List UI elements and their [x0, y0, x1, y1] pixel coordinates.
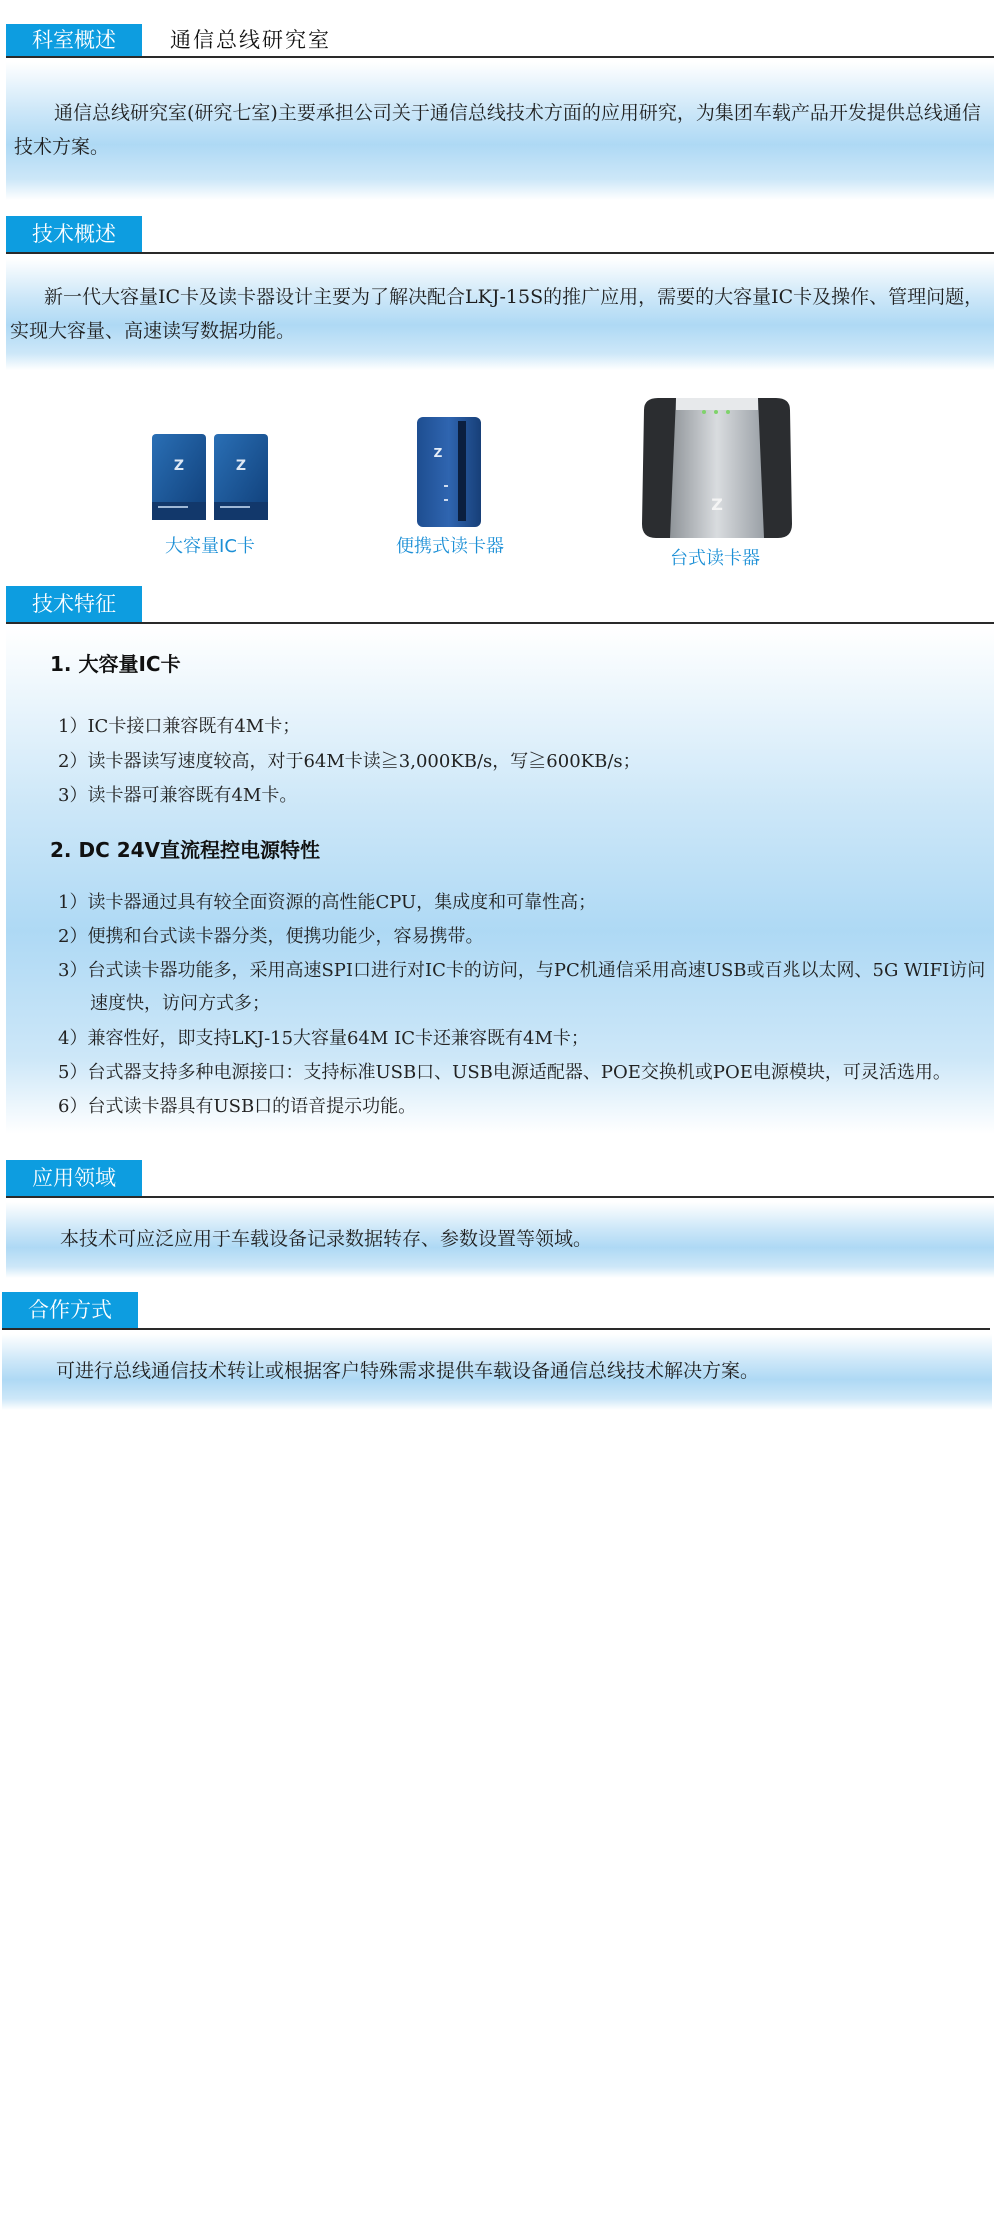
- feature-item: 2）读卡器读写速度较高，对于64M卡读≧3,000KB/s，写≧600KB/s；: [58, 751, 641, 772]
- feature-item: 6）台式读卡器具有USB口的语音提示功能。: [58, 1096, 417, 1117]
- overview-text: 新一代大容量IC卡及读卡器设计主要为了解决配合LKJ-15S的推广应用，需要的大容量IC卡及操作、管理问题，实现大容量、高速读写数据功能。: [10, 286, 984, 342]
- portable-reader-image: [414, 415, 484, 529]
- feature-item: 4）兼容性好，即支持LKJ-15大容量64M IC卡还兼容既有4M卡；: [58, 1028, 589, 1049]
- svg-text:Z: Z: [711, 495, 723, 514]
- lab-title: 通信总线研究室: [170, 28, 331, 52]
- ic-card-image: [150, 432, 270, 522]
- product-caption-portable-reader: 便携式读卡器: [396, 536, 504, 557]
- section-tab-features: 技术特征: [6, 586, 142, 622]
- section-tab-lab: 科室概述: [6, 24, 142, 56]
- section-rule-cooperation: [2, 1328, 990, 1330]
- feature-item: 1）读卡器通过具有较全面资源的高性能CPU，集成度和可靠性高；: [58, 892, 597, 913]
- ic-card-graphic: [150, 432, 270, 522]
- section-tab-application: 应用领域: [6, 1160, 142, 1196]
- feature-item: 3）台式读卡器功能多，采用高速SPI口进行对IC卡的访问，与PC机通信采用高速USB或百兆以太网、5G WIFI访问速度快，访问方式多；: [58, 960, 986, 1014]
- lab-description: 通信总线研究室(研究七室)主要承担公司关于通信总线技术方面的应用研究，为集团车载产品开发提供总线通信技术方案。: [14, 102, 981, 158]
- feature-heading-ic-card: 1. 大容量IC卡: [50, 652, 181, 676]
- feature-item: 1）IC卡接口兼容既有4M卡；: [58, 716, 301, 737]
- product-caption-ic-card: 大容量IC卡: [165, 536, 255, 557]
- application-text: 本技术可应泛应用于车载设备记录数据转存、参数设置等领域。: [60, 1228, 593, 1250]
- product-caption-desktop-reader: 台式读卡器: [670, 548, 760, 569]
- feature-item: 3）读卡器可兼容既有4M卡。: [58, 785, 298, 806]
- section-tab-overview: 技术概述: [6, 216, 142, 252]
- section-tab-cooperation: 合作方式: [2, 1292, 138, 1328]
- section-rule-application: [6, 1196, 994, 1198]
- section-rule-lab: [6, 56, 994, 58]
- feature-item: 5）台式器支持多种电源接口：支持标准USB口、USB电源适配器、POE交换机或POE电源模块，可灵活选用。: [58, 1062, 951, 1083]
- portable-reader-graphic: [414, 415, 484, 529]
- section-rule-overview: [6, 252, 994, 254]
- desktop-reader-graphic: [636, 392, 798, 542]
- feature-heading-power: 2. DC 24V直流程控电源特性: [50, 838, 321, 862]
- svg-text:Z: Z: [235, 458, 247, 474]
- svg-text:Z: Z: [173, 458, 185, 474]
- feature-item: 2）便携和台式读卡器分类，便携功能少，容易携带。: [58, 926, 484, 947]
- section-rule-features: [6, 622, 994, 624]
- desktop-reader-image: [636, 392, 798, 542]
- cooperation-text: 可进行总线通信技术转让或根据客户特殊需求提供车载设备通信总线技术解决方案。: [56, 1360, 760, 1382]
- svg-text:Z: Z: [433, 446, 443, 460]
